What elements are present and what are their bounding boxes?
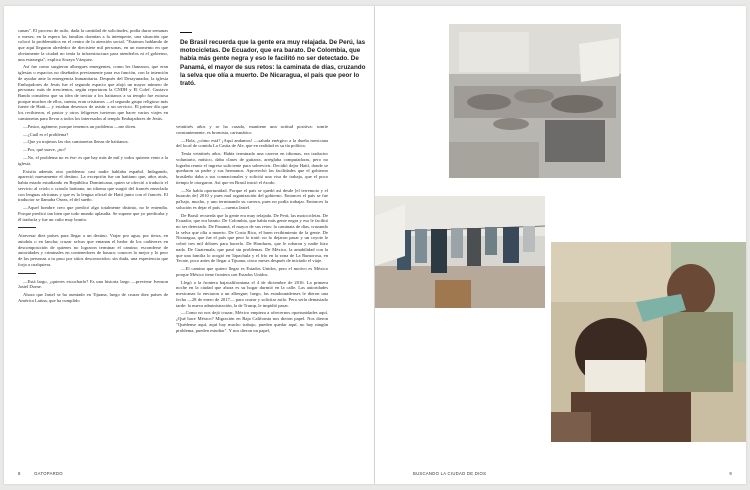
paragraph: Así fue como surgieron albergues emergentes, como les llamaron, que eran iglesias o espacios no diseñados previamente para esa función, con la intención de ayudar ante la emergencia humanitaria. Después del Desayunador, la iglesia Embajadores de Jesús fue el segundo espacio que alojó un mayor número de personas: más de trescientos, según reportaron la CNDH y El Colef. Gustavo Banda considera que su idea de invitar a los haitianos a su templo fue exitosa porque muchos de ellos, cuenta, eran cristianos —el segundo grupo religioso más fuerte de Haití— y estaban deseosos de asistir a un servicio. El primer día que los recibieron, el pastor y otros feligreses tuvieron que hacer varios viajes en camionetas para llevar a todos los interesados al templo Embajadores de Jesús. xyxy=(18,64,168,121)
page-number: 8 xyxy=(18,471,21,476)
photo-haircut xyxy=(551,242,746,442)
left-page xyxy=(4,6,375,484)
dialogue-line: —Aquel hombre creo que predicó algo totalmente distinto, no le entendía. Porque predicó tan bien que todo mundo aplaudía. Se supone que yo predicaba y él traducía y fue un culto muy bonito. xyxy=(18,205,168,222)
paragraph: Atravesar diez países para llegar a un destino. Viajar por agua, por tierra, en autobús o en lancha; cruzar selvas que emanan el hedor de los cadáveres en descomposición de quienes no lograron terminar el camino; esconderse de autoridades y criminales en contenedores de basura; conocer lo mejor y lo peor de las personas a tu paso por sitios desconocidos: sin duda, una experiencia que forja a cualquiera. xyxy=(18,233,168,267)
paragraph: Llegó a la frontera bajacaliforniana el 4 de diciembre de 2016. La primera noche en la ciudad que ahora es su hogar durmió en la calle. Las autoridades mexicanas lo enviaron a un albergue; luego, las estadounidenses le dieron una fecha —28 de enero de 2017— para cruzar y solicitar asilo. Pero sería demasiado tarde: la nueva administración, la de Trump, le impidió pasar. xyxy=(176,279,328,308)
dialogue-line: —Que ya trajimos las dos camionetas llenas de haitianos. xyxy=(23,139,129,145)
left-column-2 xyxy=(176,124,328,335)
dialogue-line: —No había oportunidad. Porque el país se quedó así desde [el terremoto y el huracán de] 2010 y pues mal organización del gobierno. Entonces el país se fue pa'bajo, mucho, y uno terminando su carrera, pues no podía trabajar. Entonces la solución es dejar el país —cuenta Jastel. xyxy=(176,187,328,210)
paragraph: canan". El proceso de asilo, dada la cantidad de solicitudes, podía durar semanas o meses; en la espera las familias dormían a la intemperie, una situación que colocó la problemática en el centro de la atención social. "Estamos hablando de que aquí llegaron alrededor de diecisiete mil personas, en un momento en que obviamente la ciudad no tenía la infraestructura para atenderlos ni el gobierno, una estrategia", explica Soraya Vázquez. xyxy=(18,28,168,62)
dialogue-line: —Hola, ¿cómo está? ¡Aquí andamos! —saluda enérgico a la dueña mexicana del local de comida La Casita de Ale, que en realidad es su tía política. xyxy=(176,137,328,149)
pull-quote-rule xyxy=(180,32,192,33)
pull-quote-text: De Brasil recuerda que la gente era muy relajada. De Perú, las motocicletas. De Ecuador, que era barato. De Colombia, que había más gente negra y eso le facilitó no ser detectado. De Panamá, el mayor de sus retos: la caminata de días, cruzando la selva que olía a muerto. De Nicaragua, el país que peor lo trató. xyxy=(180,39,366,88)
left-folio xyxy=(18,471,63,476)
paragraph: veintitrés años y se ha casado, mantiene una actitud positiva: sonríe constantemente, es bromista, carismático. xyxy=(176,124,328,135)
paragraph: Existía además otro problema: casi nadie hablaba español. Indagando, apareció nuevamente el destino. La excepción fue un haitiano que, años atrás, había estado estudiando en República Dominicana, quien se ofreció a traducir el servicio al criolo o crioulo haitiano, un idioma que surgió del francés mezclado con lenguas africanas y que es la lengua oficial de Haití junto con el francés. El traductor se llamaba Oseas, el del sueño. xyxy=(18,168,168,203)
photo-clothesline xyxy=(375,196,545,308)
dialogue-line: —¿Cuál es el problema? xyxy=(23,131,69,137)
paragraph: Tenía veintitrés años. Había terminado una carrera en idiomas, era traductor voluntario, músico, daba clases de guitarra, arreglaba computadoras, pero no lograba reunir el ingreso suficiente para sobrevivir. Decidió dejar Haití, donde se quedaron su padre y sus hermanos. Aprovechó las facilidades que el gobierno brasileño daba a sus connacionales y solicitó una visa de trabajo, que el poco tiempo le otorgaron. Así que en Brasil inició el éxodo. xyxy=(176,151,328,185)
photo-kitchen xyxy=(449,24,621,178)
dialogue-line: —Como no nos dejó cruzar, México empieza a ofrecernos oportunidades aquí. ¿Qué hace México? Migración en Baja California nos dieron papel. Nos dieron "Quédense aquí, aquí hay mucho trabajo, pueden quedar aquí, no hay ningún problema, pueden estudiar". Y nos dieron un papel, xyxy=(176,310,328,333)
dialogue-line: —Está largo, ¿quieres escucharlo? Es una historia largo —previene Ivenson Jastel Dorne. xyxy=(18,278,168,290)
paragraph: Ahora que Jastel se ha asentado en Tijuana, luego de cruzar diez países de América Latina, que ha cumplido xyxy=(18,292,168,303)
magazine-name: GATOPARDO xyxy=(34,471,63,476)
right-folio-label: BUSCANDO LA CIUDAD DE DIOS xyxy=(413,471,487,476)
dialogue-line: —Pastor, agámese, porque tenemos un problema —me dicen. xyxy=(23,123,137,129)
dialogue-line: —El camino que quiero llegar es Estados Unidos, pero el motivo es México porque México tiene frontera con Estados Unidos. xyxy=(176,266,328,277)
right-page-number: 9 xyxy=(729,471,732,476)
section-divider xyxy=(18,227,36,228)
paragraph: De Brasil recuerda que la gente era muy relajada. De Perú, las motocicletas. De Ecuador, que era barato. De Colombia, que había más gente negra y eso le facilitó no ser detectado. De Panamá, el mayor de sus retos: la caminata de días, cruzando la selva que olía a muerto. De Costa Rica, el buen recibimiento de la gente. De Nicaragua, que fue el país que peor lo trató: no lo dejaron pasar y un coyote le cobró tres mil dólares para hacerlo. De Honduras, que le robaron y nadie hizo nada. De Guatemala, que pasó sin problemas. De México, la amabilidad con la que una familia lo acogió en Tapachula y el frío en la zona de La Rumorosa, en Tecate, poco antes de llegar a Tijuana, cinco meses después de iniciado el viaje. xyxy=(176,212,328,264)
section-divider xyxy=(18,273,36,274)
pull-quote xyxy=(180,32,368,88)
right-page xyxy=(375,6,746,484)
dialogue-line: —No, el problema no es ése: es que hay más de mil y todos quieren venir a la iglesia. xyxy=(18,155,168,166)
left-column-1 xyxy=(18,28,168,306)
dialogue-line: —Pos, qué suave, ¿no? xyxy=(23,147,66,153)
